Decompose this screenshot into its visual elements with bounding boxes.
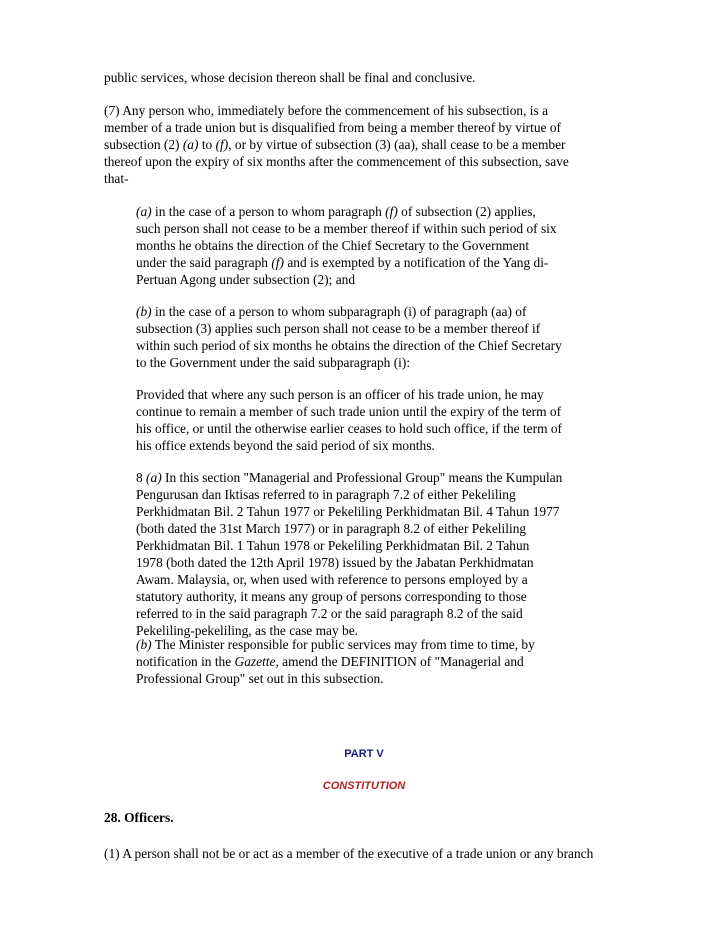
line: statutory authority, it means any group of persons corresponding to those bbox=[136, 589, 527, 604]
line: Perkhidmatan Bil. 2 Tahun 1977 or Pekeliling Perkhidmatan Bil. 4 Tahun 1977 bbox=[136, 504, 560, 519]
subsection-1: (1) A person shall not be or act as a member of the executive of a trade union or any branch bbox=[104, 846, 594, 861]
subsection-7 bbox=[104, 102, 644, 187]
subsection-8b bbox=[136, 636, 636, 687]
line: , amend the DEFINITION of "Managerial and bbox=[275, 654, 524, 669]
line: (both dated the 31st March 1977) or in paragraph 8.2 of either Pekeliling bbox=[136, 521, 527, 536]
line: thereof upon the expiry of six months after the commencement of this subsection, save bbox=[104, 154, 569, 169]
intro-paragraph: public services, whose decision thereon shall be final and conclusive. bbox=[104, 70, 476, 85]
line: Provided that where any such person is an officer of his trade union, he may bbox=[136, 387, 544, 402]
line: Pekeliling-pekeliling, as the case may be. bbox=[136, 623, 358, 638]
line: Awam. Malaysia, or, when used with reference to persons employed by a bbox=[136, 572, 528, 587]
line: that- bbox=[104, 171, 129, 186]
part-title: CONSTITUTION bbox=[322, 780, 406, 792]
line: The Minister responsible for public services may from time to time, by bbox=[151, 637, 535, 652]
section-heading: 28. Officers. bbox=[104, 810, 174, 825]
line: Perkhidmatan Bil. 1 Tahun 1978 or Pekeliling Perkhidmatan Bil. 2 Tahun bbox=[136, 538, 530, 553]
line: in the case of a person to whom subparagraph (i) of paragraph (aa) of bbox=[151, 304, 527, 319]
line: of subsection (2) applies, bbox=[397, 204, 536, 219]
italic-ref: (a) bbox=[146, 470, 162, 485]
line: to bbox=[198, 137, 216, 152]
subsection-8a bbox=[136, 469, 636, 639]
line: Pertuan Agong under subsection (2); and bbox=[136, 272, 356, 287]
line: to the Government under the said subparagraph (i): bbox=[136, 355, 411, 370]
line: referred to in the said paragraph 7.2 or the said paragraph 8.2 of the said bbox=[136, 606, 523, 621]
line: subsection (3) applies such person shall not cease to be a member thereof if bbox=[136, 321, 541, 336]
line: (7) Any person who, immediately before the commencement of his subsection, is a bbox=[104, 103, 549, 118]
line: and is exempted by a notification of the Yang di- bbox=[283, 255, 549, 270]
italic-ref: (f) bbox=[271, 255, 284, 270]
line: months he obtains the direction of the Chief Secretary to the Government bbox=[136, 238, 530, 253]
paragraph-b bbox=[136, 303, 636, 371]
line: , or by virtue of subsection (3) (aa), shall cease to be a member bbox=[228, 137, 566, 152]
line: 8 bbox=[136, 470, 147, 485]
italic-ref: (a) bbox=[182, 137, 199, 152]
line: such person shall not cease to be a member thereof if within such period of six bbox=[136, 221, 557, 236]
line: subsection (2) bbox=[104, 137, 183, 152]
paragraph-a bbox=[136, 203, 636, 288]
line: within such period of six months he obtains the direction of the Chief Secretary bbox=[136, 338, 562, 353]
line: under the said paragraph bbox=[136, 255, 272, 270]
italic-ref: (b) bbox=[136, 637, 152, 652]
italic-ref: Gazette bbox=[234, 654, 276, 669]
line: 1978 (both dated the 12th April 1978) issued by the Jabatan Perkhidmatan bbox=[136, 555, 534, 570]
italic-ref: (f) bbox=[385, 204, 398, 219]
line: Pengurusan dan Iktisas referred to in paragraph 7.2 of either Pekeliling bbox=[136, 487, 516, 502]
line: in the case of a person to whom paragraph bbox=[151, 204, 386, 219]
italic-ref: (f) bbox=[215, 137, 229, 152]
line: his office extends beyond the said period of six months. bbox=[136, 438, 435, 453]
line: notification in the bbox=[136, 654, 235, 669]
italic-ref: (a) bbox=[136, 204, 152, 219]
italic-ref: (b) bbox=[136, 304, 152, 319]
line: Professional Group" set out in this subsection. bbox=[136, 671, 384, 686]
line: continue to remain a member of such trade union until the expiry of the term of bbox=[136, 404, 562, 419]
proviso-paragraph bbox=[136, 386, 636, 454]
part-heading: PART V bbox=[344, 748, 384, 760]
line: member of a trade union but is disqualified from being a member thereof by virtue of bbox=[104, 120, 562, 135]
line: his office, or until the otherwise earlier ceases to hold such office, if the term of bbox=[136, 421, 563, 436]
line: In this section "Managerial and Professional Group" means the Kumpulan bbox=[161, 470, 563, 485]
